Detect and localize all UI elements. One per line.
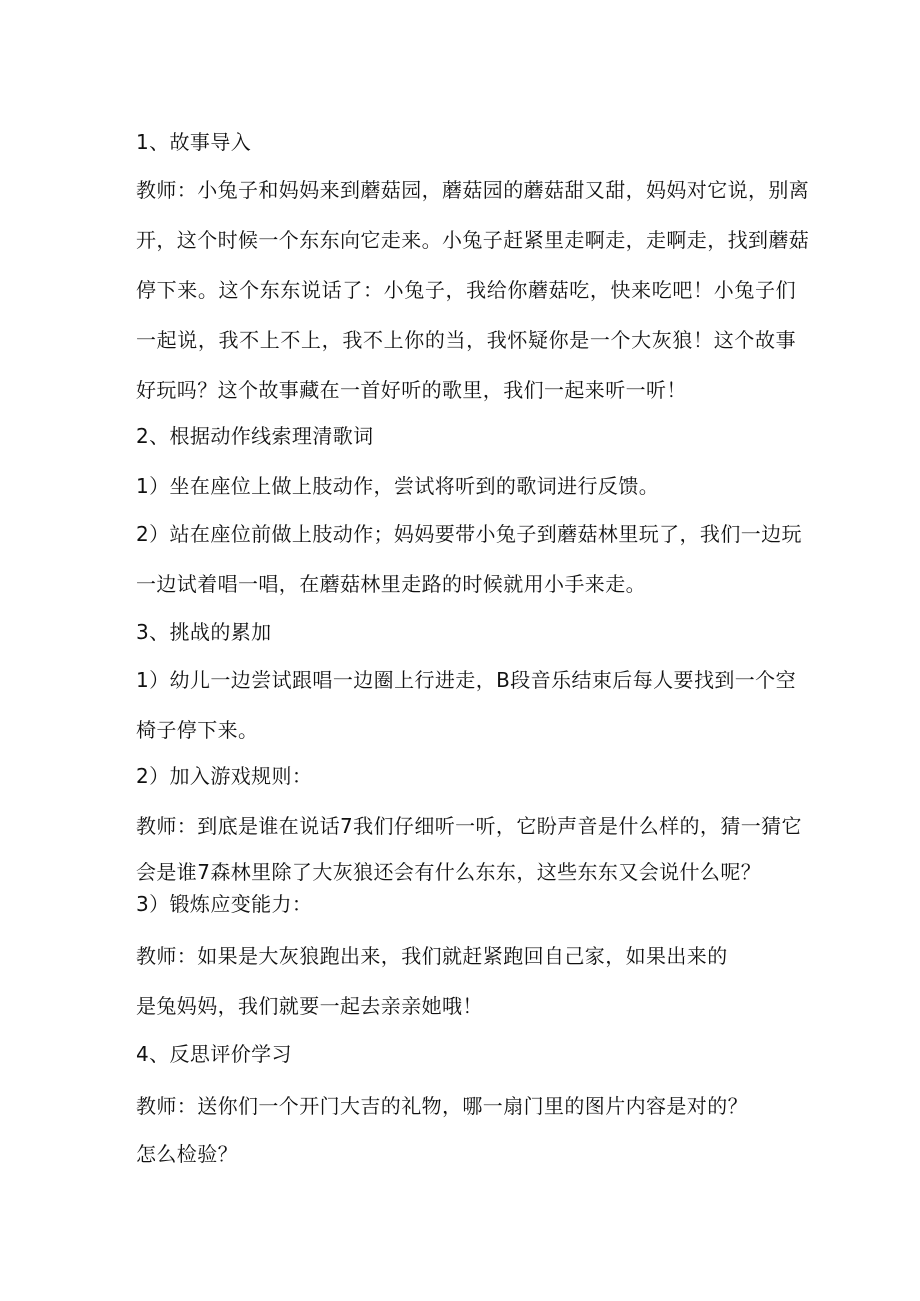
paragraph-line: 怎么检验？ [136,1142,238,1166]
section-heading-story-intro: 1、故事导入 [136,130,252,154]
paragraph-line: 一起说，我不上不上，我不上你的当，我怀疑你是一个大灰狼！这个故事 [136,328,796,352]
paragraph-line: 教师：小兔子和妈妈来到蘑菇园，蘑菇园的蘑菇甜又甜，妈妈对它说，别离 [136,178,810,202]
list-item-line: 3）锻炼应变能力： [136,892,313,916]
paragraph-line: 开，这个时候一个东东向它走来。小兔子赶紧里走啊走，走啊走，找到蘑菇 [136,228,810,252]
section-heading-lyrics: 2、根据动作线索理清歌词 [136,424,374,448]
paragraph-line: 会是谁7森林里除了大灰狼还会有什么东东，这些东东又会说什么呢？ [136,860,762,884]
list-item-line: 1）幼儿一边尝试跟唱一边圈上行进走，B段音乐结束后每人要找到一个空 [136,668,796,692]
list-item-line: 一边试着唱一唱，在蘑菇林里走路的时候就用小手来走。 [136,572,646,596]
list-item-line: 椅子停下来。 [136,718,259,742]
list-item-line: 2）站在座位前做上肢动作；妈妈要带小兔子到蘑菇林里玩了，我们一边玩 [136,522,802,546]
section-heading-challenge: 3、挑战的累加 [136,620,272,644]
paragraph-line: 教师：送你们一个开门大吉的礼物，哪一扇门里的图片内容是对的？ [136,1094,748,1118]
list-item-line: 2）加入游戏规则： [136,764,313,788]
paragraph-line: 好玩吗？这个故事藏在一首好听的歌里，我们一起来听一听！ [136,378,687,402]
section-heading-reflection: 4、反思评价学习 [136,1042,292,1066]
paragraph-line: 教师：到底是谁在说话7我们仔细听一听，它盼声音是什么样的，猜一猜它 [136,814,802,838]
list-item-line: 1）坐在座位上做上肢动作，尝试将听到的歌词进行反馈。 [136,474,660,498]
paragraph-line: 教师：如果是大灰狼跑出来，我们就赶紧跑回自己家，如果出来的 [136,944,728,968]
paragraph-line: 是兔妈妈，我们就要一起去亲亲她哦！ [136,994,483,1018]
paragraph-line: 停下来。这个东东说话了：小兔子，我给你蘑菇吃，快来吃吧！小兔子们 [136,278,796,302]
